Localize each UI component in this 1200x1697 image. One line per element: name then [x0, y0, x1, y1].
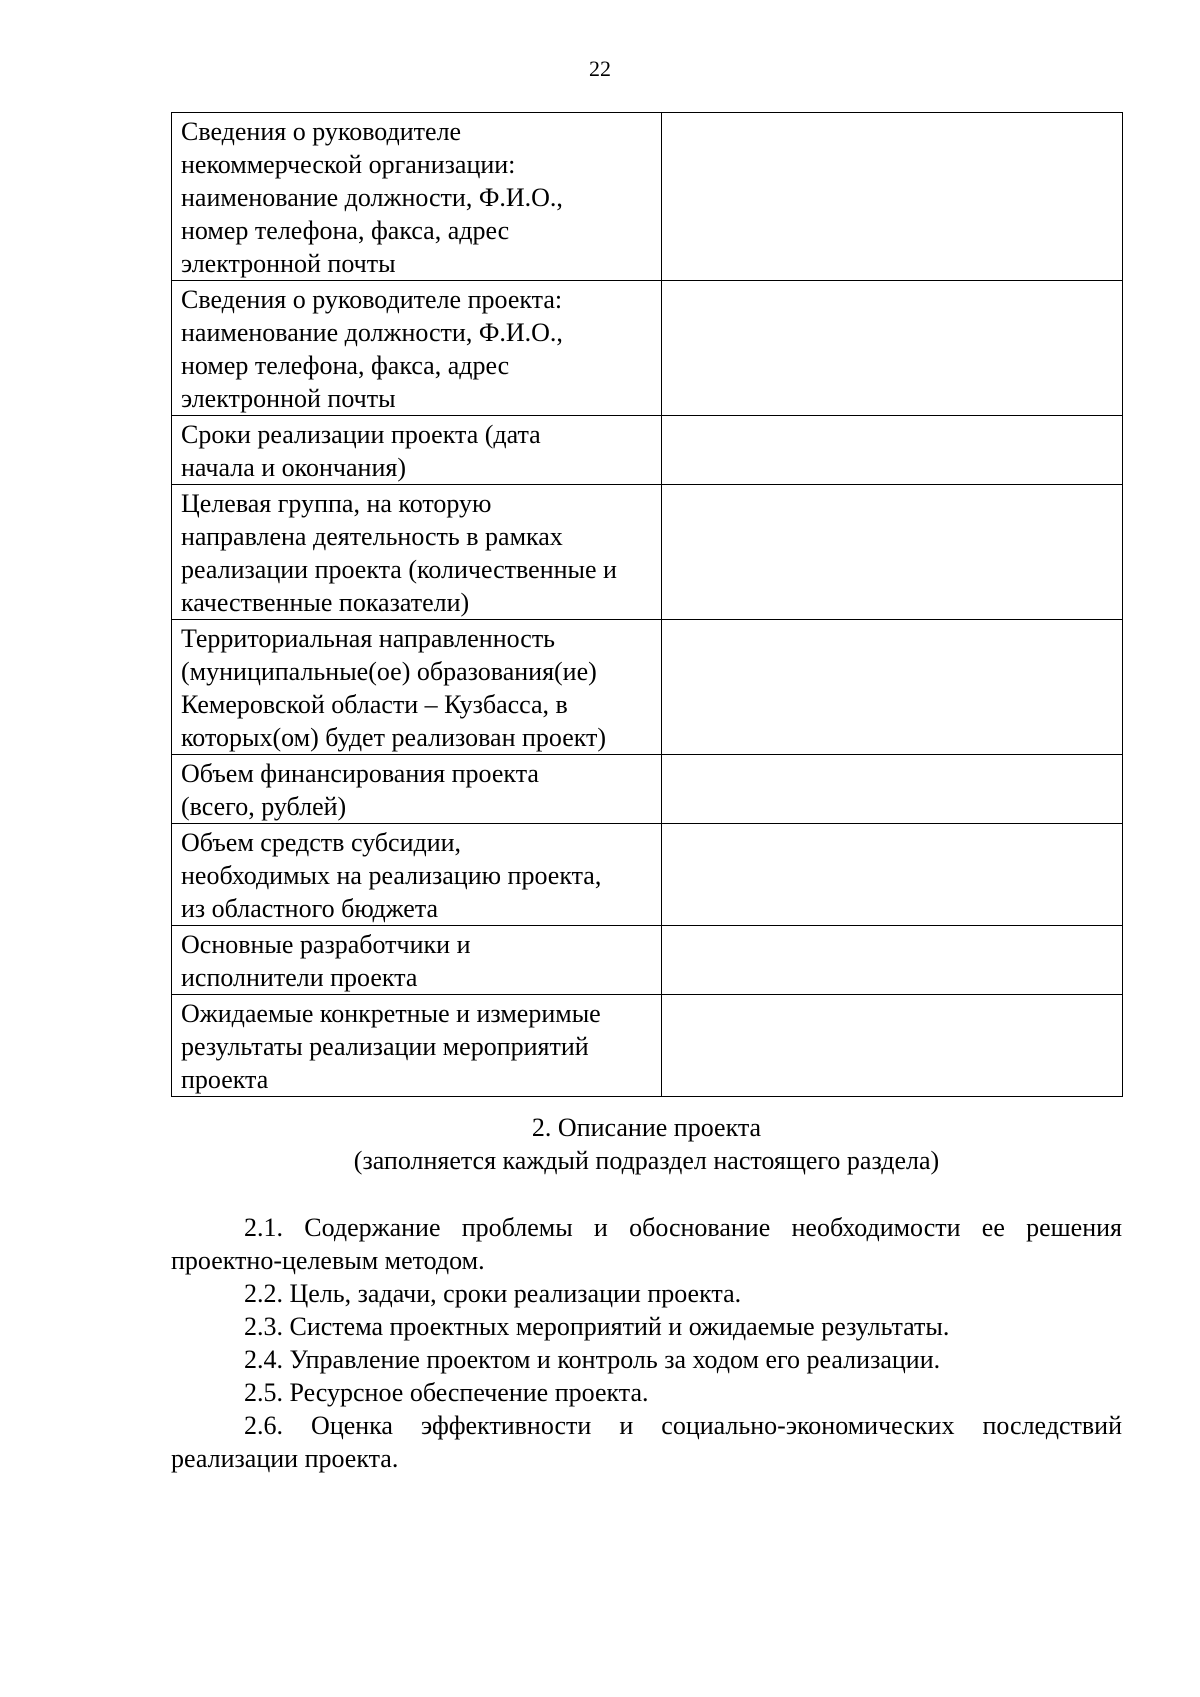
row-value-field[interactable] — [662, 281, 1123, 416]
section-heading — [171, 1111, 1122, 1177]
subsection-item: 2.5. Ресурсное обеспечение проекта. — [244, 1378, 649, 1407]
subsection-item: 2.1. Содержание проблемы и обоснование необходимости ее решения проектно-целевым методом. — [171, 1213, 1122, 1275]
table-row — [172, 416, 1123, 485]
subsection-item: 2.6. Оценка эффективности и социально-экономических последствий реализации проекта. — [171, 1411, 1122, 1473]
row-value-field[interactable] — [662, 995, 1123, 1097]
row-label: Объем средств субсидии, необходимых на реализацию проекта, из областного бюджета — [172, 824, 662, 926]
page-number: 22 — [589, 56, 611, 81]
subsection-item: 2.2. Цель, задачи, сроки реализации проекта. — [244, 1279, 742, 1308]
row-value-field[interactable] — [662, 824, 1123, 926]
row-value-field[interactable] — [662, 113, 1123, 281]
section-title: 2. Описание проекта — [531, 1113, 762, 1142]
row-label: Сроки реализации проекта (дата начала и окончания) — [172, 416, 662, 485]
row-label: Ожидаемые конкретные и измеримые результаты реализации мероприятий проекта — [172, 995, 662, 1097]
table-row — [172, 824, 1123, 926]
row-value-field[interactable] — [662, 485, 1123, 620]
row-value-field[interactable] — [662, 620, 1123, 755]
section-subtitle: (заполняется каждый подраздел настоящего раздела) — [353, 1146, 940, 1175]
row-label: Территориальная направленность (муниципальные(ое) образования(ие) Кемеровской области – Кузбасса, в которых(ом) будет реализован проект) — [172, 620, 662, 755]
row-value-field[interactable] — [662, 755, 1123, 824]
row-label: Сведения о руководителе некоммерческой организации: наименование должности, Ф.И.О., номер телефона, факса, адрес электронной почты — [172, 113, 662, 281]
subsection-item: 2.4. Управление проектом и контроль за ходом его реализации. — [244, 1345, 941, 1374]
row-label: Основные разработчики и исполнители проекта — [172, 926, 662, 995]
row-label: Целевая группа, на которую направлена деятельность в рамках реализации проекта (количественные и качественные показатели) — [172, 485, 662, 620]
row-label: Объем финансирования проекта (всего, рублей) — [172, 755, 662, 824]
table-row — [172, 281, 1123, 416]
subsection-item: 2.3. Система проектных мероприятий и ожидаемые результаты. — [244, 1312, 950, 1341]
row-value-field[interactable] — [662, 926, 1123, 995]
table-row — [172, 113, 1123, 281]
row-label: Сведения о руководителе проекта: наименование должности, Ф.И.О., номер телефона, факса, адрес электронной почты — [172, 281, 662, 416]
table-row — [172, 926, 1123, 995]
project-info-table — [171, 112, 1123, 1097]
table-row — [172, 485, 1123, 620]
table-row — [172, 620, 1123, 755]
table-row — [172, 755, 1123, 824]
row-value-field[interactable] — [662, 416, 1123, 485]
table-row — [172, 995, 1123, 1097]
subsection-list — [171, 1211, 1122, 1475]
